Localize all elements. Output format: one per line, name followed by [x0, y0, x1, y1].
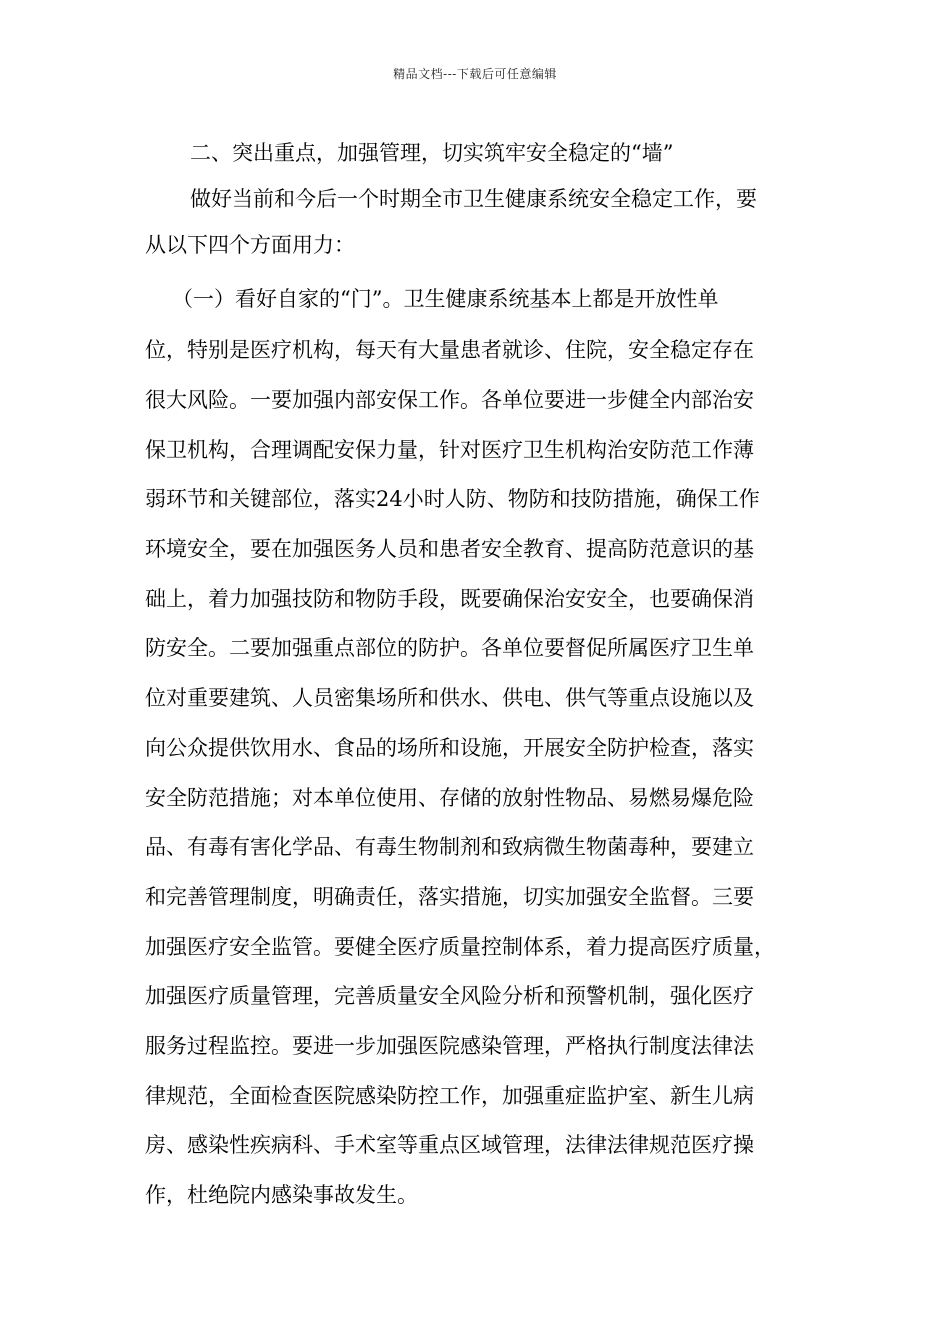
- body-text-line: 安全防范措施；对本单位使用、存储的放射性物品、易燃易爆危险: [145, 786, 754, 810]
- body-text-line: 向公众提供饮用水、食品的场所和设施，开展安全防护检查，落实: [145, 736, 754, 760]
- body-text-line: 位，特别是医疗机构，每天有大量患者就诊、住院，安全稳定存在: [145, 338, 754, 362]
- body-text-line: 房、感染性疾病科、手术室等重点区域管理，法律法律规范医疗操: [145, 1133, 754, 1157]
- body-text-line: 加强医疗质量管理，完善质量安全风险分析和预警机制，强化医疗: [145, 984, 754, 1008]
- body-text-line: 防安全。二要加强重点部位的防护。各单位要督促所属医疗卫生单: [145, 636, 754, 660]
- body-text-line: 服务过程监控。要进一步加强医院感染管理，严格执行制度法律法: [145, 1034, 754, 1058]
- body-text-line: 从以下四个方面用力：: [145, 233, 355, 257]
- body-text-line: 弱环节和关键部位，落实24小时人防、物防和技防措施，确保工作: [145, 487, 760, 511]
- body-text-line: 础上，着力加强技防和物防手段，既要确保治安安全，也要确保消: [145, 587, 754, 611]
- body-text-line: 作，杜绝院内感染事故发生。: [145, 1183, 418, 1207]
- body-text-line: 位对重要建筑、人员密集场所和供水、供电、供气等重点设施以及: [145, 686, 754, 710]
- body-text-line: 品、有毒有害化学品、有毒生物制剂和致病微生物菌毒种，要建立: [145, 835, 754, 859]
- body-text-line: （一）看好自家的“门”。卫生健康系统基本上都是开放性单: [172, 287, 719, 311]
- section-heading: 二、突出重点，加强管理，切实筑牢安全稳定的“墙”: [190, 141, 674, 165]
- body-text-line: 和完善管理制度，明确责任，落实措施，切实加强安全监督。三要: [145, 885, 754, 909]
- body-text-line: 做好当前和今后一个时期全市卫生健康系统安全稳定工作，要: [190, 187, 757, 211]
- body-text-line: 加强医疗安全监管。要健全医疗质量控制体系，着力提高医疗质量，: [145, 935, 775, 959]
- body-text-line: 保卫机构，合理调配安保力量，针对医疗卫生机构治安防范工作薄: [145, 438, 754, 462]
- page-header: 精品文档---下载后可任意编辑: [393, 67, 557, 81]
- body-text-line: 律规范，全面检查医院感染防控工作，加强重症监护室、新生儿病: [145, 1084, 754, 1108]
- body-text-line: 很大风险。一要加强内部安保工作。各单位要进一步健全内部治安: [145, 388, 754, 412]
- body-text-line: 环境安全，要在加强医务人员和患者安全教育、提高防范意识的基: [145, 537, 754, 561]
